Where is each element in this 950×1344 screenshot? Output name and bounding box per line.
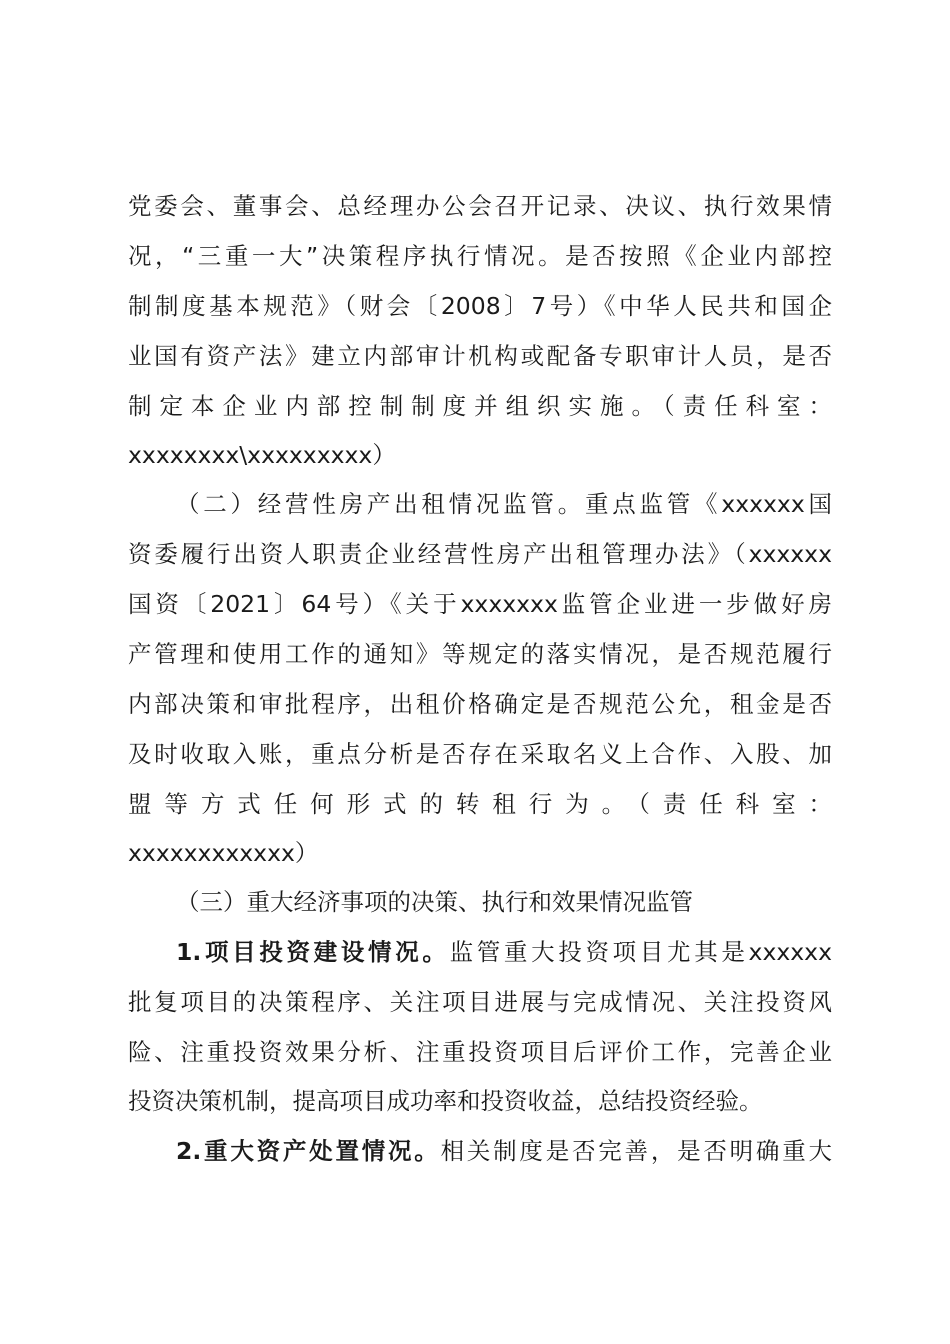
section-heading: （三）重大经济事项的决策、执行和效果情况监管: [176, 888, 693, 916]
paragraph-line: 制定本企业内部控制制度并组织实施。（责任科室：: [128, 392, 832, 420]
paragraph-line: 国资〔2021〕64号）《关于xxxxxxx监管企业进一步做好房: [128, 590, 832, 618]
paragraph-text: 监管重大投资项目尤其是xxxxxx: [449, 938, 832, 966]
paragraph-line: 党委会、董事会、总经理办公会召开记录、决议、执行效果情: [128, 192, 832, 220]
paragraph-line: 投资决策机制，提高项目成功率和投资收益，总结投资经验。: [128, 1087, 763, 1115]
paragraph-line: 批复项目的决策程序、关注项目进展与完成情况、关注投资风: [128, 988, 832, 1016]
paragraph-line: 况，“三重一大”决策程序执行情况。是否按照《企业内部控: [128, 242, 832, 270]
paragraph-line: 及时收取入账，重点分析是否存在采取名义上合作、入股、加: [128, 740, 832, 768]
subheading: 2.重大资产处置情况。: [176, 1137, 441, 1165]
paragraph-line: xxxxxxxx\xxxxxxxxx）: [128, 441, 396, 469]
paragraph-line: [176, 927, 832, 977]
paragraph-line: 险、注重投资效果分析、注重投资项目后评价工作，完善企业: [128, 1038, 832, 1066]
paragraph-line: 业国有资产法》建立内部审计机构或配备专职审计人员，是否: [128, 342, 832, 370]
paragraph-text: 相关制度是否完善，是否明确重大: [440, 1137, 832, 1165]
paragraph-line: 制制度基本规范》（财会〔2008〕7号）《中华人民共和国企: [128, 292, 832, 320]
paragraph-line: 产管理和使用工作的通知》等规定的落实情况，是否规范履行: [128, 640, 832, 668]
subheading: 1.项目投资建设情况。: [176, 938, 450, 966]
paragraph-line: 资委履行出资人职责企业经营性房产出租管理办法》（xxxxxx: [128, 540, 832, 568]
paragraph-line: [176, 1126, 832, 1176]
paragraph-line: 内部决策和审批程序，出租价格确定是否规范公允，租金是否: [128, 690, 832, 718]
paragraph-line: 盟等方式任何形式的转租行为。（责任科室：: [128, 790, 832, 818]
paragraph-line: （二）经营性房产出租情况监管。重点监管《xxxxxx国: [176, 490, 832, 518]
paragraph-line: xxxxxxxxxxxx）: [128, 839, 319, 867]
